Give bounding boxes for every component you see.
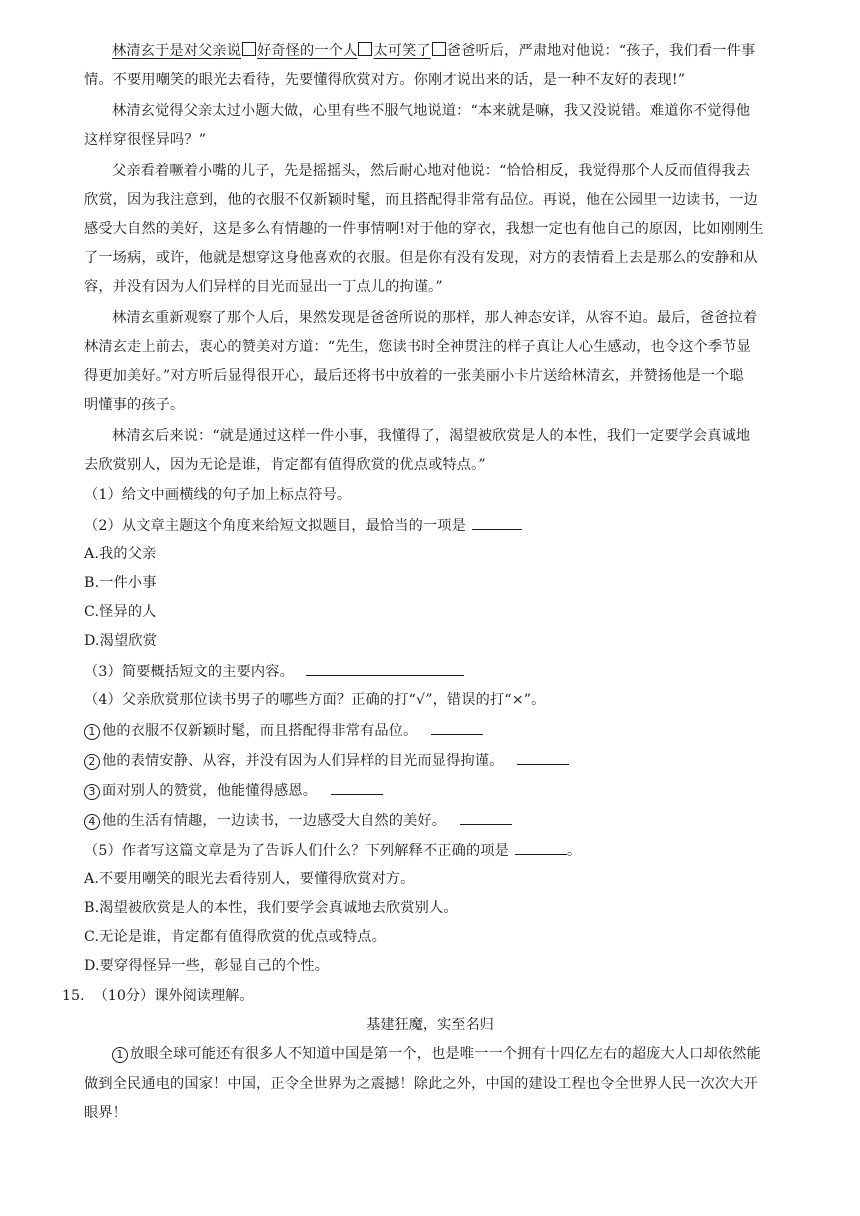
option-c[interactable]: C.无论是谁，肯定都有值得欣赏的优点或特点。 xyxy=(84,929,386,945)
passage-line: 眼界！ xyxy=(84,1105,128,1121)
punctuation-box[interactable] xyxy=(358,42,372,56)
passage-line: 得更加美好。”对方听后显得很开心，最后还将书中放着的一张美丽小卡片送给林清玄，并赞扬他是一个聪 xyxy=(84,368,744,384)
answer-blank[interactable] xyxy=(472,515,522,530)
punctuation-box[interactable] xyxy=(242,42,256,56)
answer-blank[interactable] xyxy=(331,780,383,795)
passage-line: 林清玄重新观察了那个人后，果然发现是爸爸所说的那样，那人神态安详，从容不迫。最后，爸爸拉着 xyxy=(112,310,758,326)
passage-line: 林清玄走上前去，衷心的赞美对方道：“先生，您读书时全神贯注的样子真让人心生感动，也令这个季节显 xyxy=(84,339,751,355)
answer-blank[interactable] xyxy=(515,840,567,855)
circled-number: 4 xyxy=(84,814,100,830)
answer-blank[interactable] xyxy=(517,750,569,765)
passage-line: 这样穿很怪异吗？” xyxy=(84,132,207,148)
circled-number: 3 xyxy=(84,784,100,800)
option-d[interactable]: D.渴望欣赏 xyxy=(84,633,158,649)
option-b[interactable]: B.一件小事 xyxy=(84,575,157,591)
passage-line: 父亲看着噘着小嘴的儿子，先是摇摇头，然后耐心地对他说：“恰恰相反，我觉得那个人反而值得我去 xyxy=(112,163,751,179)
passage-line: 1 放眼全球可能还有很多人不知道中国是第一个，也是唯一一个拥有十四亿左右的超庞大人口却依然能 xyxy=(112,1044,800,1064)
answer-blank[interactable] xyxy=(306,661,464,676)
passage-line: 去欣赏别人，因为无论是谁，肯定都有值得欣赏的优点或特点。” xyxy=(84,457,486,473)
punctuation-box[interactable] xyxy=(432,42,446,56)
q4-item-1: 1 他的衣服不仅新颖时髦，而且搭配得非常有品位。 xyxy=(84,720,800,741)
circled-number: 2 xyxy=(84,754,100,770)
passage-line: 明懂事的孩子。 xyxy=(84,397,185,413)
q4-item-3: 3 面对别人的赞赏，他能懂得感恩。 xyxy=(84,780,800,801)
option-d[interactable]: D.要穿得怪异一些，彰显自己的个性。 xyxy=(84,958,330,974)
option-a[interactable]: A.不要用嘲笑的眼光去看待别人，要懂得欣赏对方。 xyxy=(84,871,415,887)
passage-line: 林清玄于是对父亲说 好奇怪的一个人 太可笑了 爸爸听后，严肃地对他说：“孩子，我们看一件事 xyxy=(112,43,756,59)
passage-line: 林清玄觉得父亲太过小题大做，心里有些不服气地说道：“本来就是嘛，我又没说错。难道你不觉得他 xyxy=(112,103,751,119)
passage-line: 感受大自然的美好，这是多么有情趣的一件事情啊!对于他的穿衣，我想一定也有他自己的原因，比如刚刚生 xyxy=(84,221,764,237)
answer-blank[interactable] xyxy=(431,720,483,735)
passage-line: 了一场病，或许，他就是想穿这身他喜欢的衣服。但是你有没有发现，对方的表情看上去是那么的安静和从 xyxy=(84,250,758,266)
option-b[interactable]: B.渴望被欣赏是人的本性，我们要学会真诚地去欣赏别人。 xyxy=(84,900,458,916)
question-1: （1）给文中画横线的句子加上标点符号。 xyxy=(84,487,352,503)
question-15-header: 15. （10分）课外阅读理解。 xyxy=(62,988,254,1004)
option-c[interactable]: C.怪异的人 xyxy=(84,604,157,620)
question-2: （2）从文章主题这个角度来给短文拟题目，最恰当的一项是 xyxy=(84,515,800,536)
passage-line: 欣赏，因为我注意到，他的衣服不仅新颖时髦，而且搭配得非常有品位。再说，他在公园里一边读书，一边 xyxy=(84,192,758,208)
passage-line: 做到全民通电的国家！中国，正令全世界为之震撼！除此之外，中国的建设工程也令全世界人民一次次大开 xyxy=(84,1076,758,1092)
question-3: （3）简要概括短文的主要内容。 xyxy=(84,661,800,682)
passage-line: 容，并没有因为人们异样的目光而显出一丁点儿的拘谨。” xyxy=(84,279,443,295)
passage-line: 林清玄后来说：“就是通过这样一件小事，我懂得了，渴望被欣赏是人的本性，我们一定要学会真诚地 xyxy=(112,428,751,444)
question-4: （4）父亲欣赏那位读书男子的哪些方面？正确的打“√”，错误的打“×”。 xyxy=(84,692,546,708)
option-a[interactable]: A.我的父亲 xyxy=(84,546,157,562)
passage-line: 情。不要用嘲笑的眼光去看待，先要懂得欣赏对方。你刚才说出来的话，是一种不友好的表现!” xyxy=(84,72,686,88)
q4-item-4: 4 他的生活有情趣，一边读书，一边感受大自然的美好。 xyxy=(84,810,800,831)
underlined-sentence: 林清玄于是对父亲说 好奇怪的一个人 太可笑了 xyxy=(112,43,447,59)
article-title: 基建狂魔，实至名归 xyxy=(366,1017,494,1033)
question-5: （5）作者写这篇文章是为了告诉人们什么？下列解释不正确的项是 。 xyxy=(84,840,800,861)
circled-number: 1 xyxy=(84,724,100,740)
q4-item-2: 2 他的表情安静、从容，并没有因为人们异样的目光而显得拘谨。 xyxy=(84,750,800,771)
answer-blank[interactable] xyxy=(460,810,512,825)
circled-number: 1 xyxy=(112,1047,128,1063)
